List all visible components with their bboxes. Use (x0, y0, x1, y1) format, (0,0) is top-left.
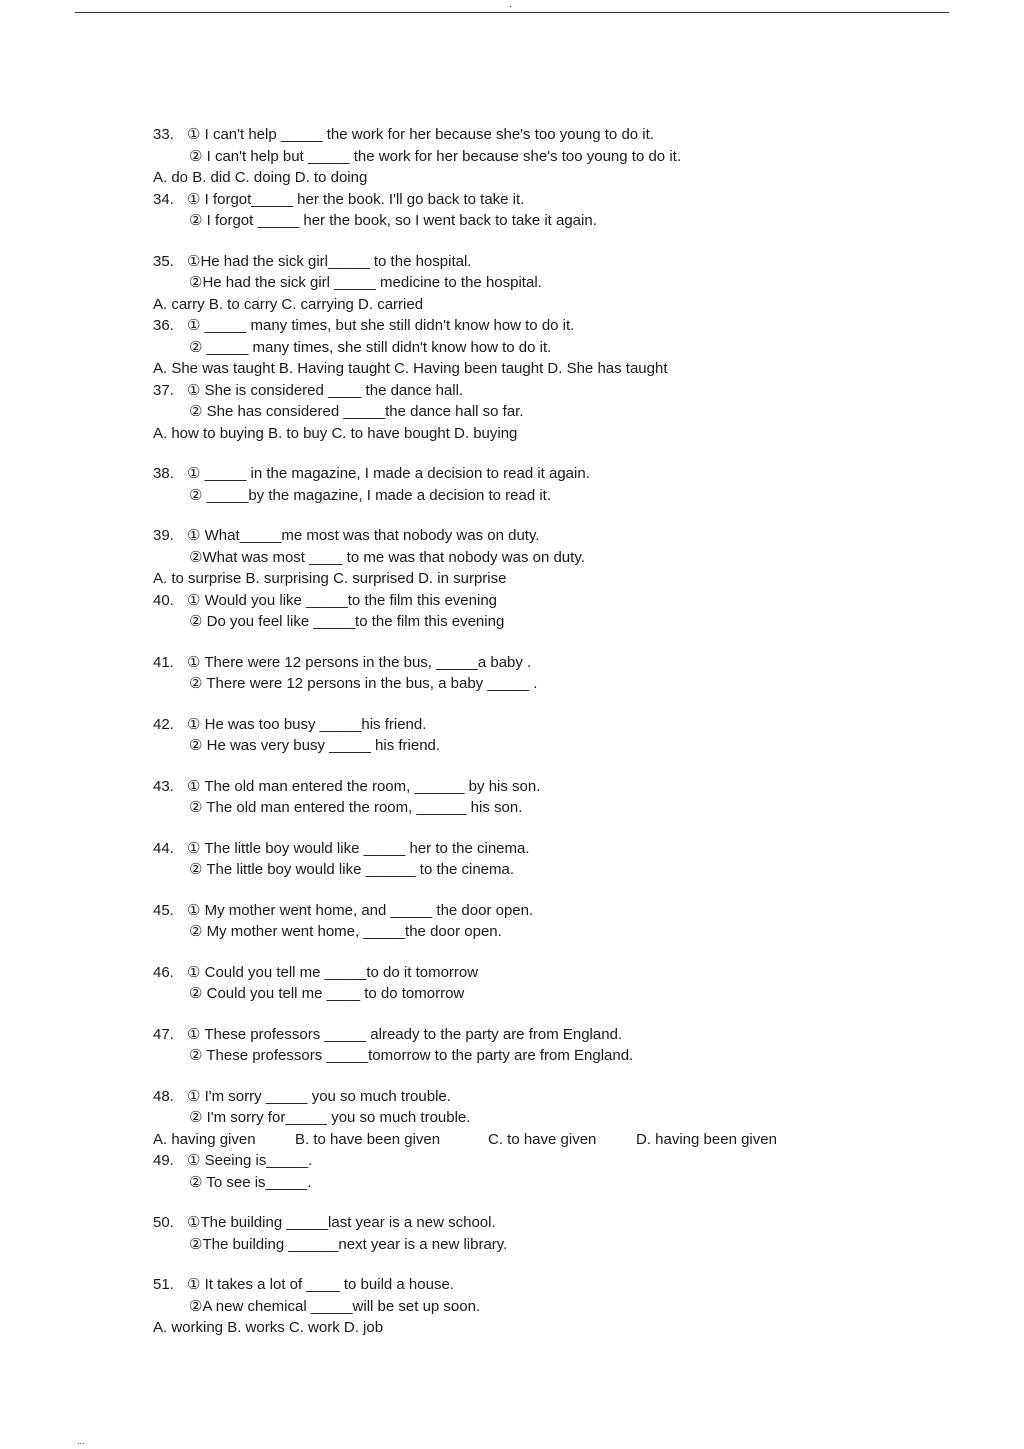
question-line-1: ① Could you tell me _____to do it tomorrow (187, 963, 479, 981)
question-line-1: ① The little boy would like _____ her to the cinema. (187, 839, 530, 857)
question-34 (153, 189, 953, 232)
question-number: 49. (153, 1152, 174, 1169)
question-line-1: ① I can't help _____ the work for her because she's too young to do it. (187, 126, 654, 143)
question-line-2: ② The old man entered the room, ______ his son. (189, 799, 523, 816)
question-line-1: ①He had the sick girl_____ to the hospital. (187, 252, 472, 270)
question-line-2: ② _____ many times, she still didn't know how to do it. (189, 338, 552, 356)
question-line-2: ② Could you tell me ____ to do tomorrow (189, 985, 465, 1002)
question-line-1: ① These professors _____ already to the party are from England. (187, 1025, 623, 1043)
question-number: 44. (153, 839, 174, 857)
question-line-2: ② I'm sorry for_____ you so much trouble. (189, 1109, 471, 1126)
question-line-2: ② There were 12 persons in the bus, a baby _____ . (189, 675, 538, 692)
option-c: C. to have given (488, 1130, 597, 1148)
question-number: 36. (153, 317, 174, 334)
option-d: D. having been given (636, 1130, 777, 1148)
question-line-1: ① Would you like _____to the film this evening (187, 591, 498, 609)
question-number: 50. (153, 1214, 174, 1231)
header-rule (75, 12, 949, 13)
question-42 (153, 714, 953, 757)
question-50 (153, 1212, 953, 1255)
question-45 (153, 900, 953, 943)
question-line-2: ② My mother went home, _____the door open. (189, 923, 502, 940)
question-line-2: ② He was very busy _____ his friend. (189, 737, 441, 754)
question-number: 33. (153, 126, 174, 143)
question-41 (153, 652, 953, 695)
answer-options: A. She was taught B. Having taught C. Having been taught D. She has taught (153, 360, 668, 377)
question-number: 34. (153, 190, 174, 208)
question-line-2: ② _____by the magazine, I made a decision to read it. (189, 486, 551, 504)
question-number: 42. (153, 715, 174, 733)
question-46 (153, 962, 953, 1005)
header-mark: . (509, 0, 512, 10)
question-line-1: ①The building _____last year is a new school. (187, 1214, 496, 1231)
question-number: 46. (153, 963, 174, 981)
question-line-1: ① I'm sorry _____ you so much trouble. (187, 1087, 451, 1105)
question-51 (153, 1274, 953, 1339)
option-a: A. having given (153, 1130, 256, 1148)
question-48 (153, 1086, 953, 1151)
question-number: 43. (153, 777, 174, 795)
question-line-2: ② She has considered _____the dance hall so far. (189, 403, 524, 420)
question-number: 51. (153, 1276, 174, 1293)
question-line-1: ① It takes a lot of ____ to build a house. (187, 1276, 454, 1293)
question-33 (153, 124, 953, 189)
question-line-1: ① Seeing is_____. (187, 1152, 313, 1169)
footer-mark: ... (77, 1436, 85, 1446)
question-number: 47. (153, 1025, 174, 1043)
question-list (153, 124, 953, 1339)
question-line-2: ②He had the sick girl _____ medicine to the hospital. (189, 274, 542, 291)
question-38 (153, 463, 953, 506)
question-line-2: ② To see is_____. (189, 1173, 312, 1191)
option-b: B. to have been given (295, 1130, 441, 1148)
question-number: 48. (153, 1087, 174, 1105)
answer-options: A. carry B. to carry C. carrying D. carried (153, 295, 424, 313)
question-number: 41. (153, 653, 174, 671)
answer-options: A. how to buying B. to buy C. to have bought D. buying (153, 424, 518, 442)
question-line-1: ① What_____me most was that nobody was on duty. (187, 527, 540, 544)
question-35 (153, 251, 953, 316)
answer-options (153, 1129, 953, 1151)
answer-options: A. working B. works C. work D. job (153, 1319, 384, 1336)
question-line-1: ① _____ in the magazine, I made a decision to read it again. (187, 465, 590, 482)
question-line-2: ②The building ______next year is a new library. (189, 1235, 508, 1253)
question-line-2: ② The little boy would like ______ to the cinema. (189, 861, 515, 878)
question-number: 38. (153, 465, 174, 482)
question-number: 39. (153, 527, 174, 544)
question-40 (153, 590, 953, 633)
question-line-2: ② I forgot _____ her the book, so I went back to take it again. (189, 212, 597, 229)
question-line-1: ① He was too busy _____his friend. (187, 715, 427, 733)
question-43 (153, 776, 953, 819)
question-number: 45. (153, 901, 174, 919)
question-line-1: ① My mother went home, and _____ the door open. (187, 901, 534, 919)
question-number: 40. (153, 591, 174, 609)
question-line-2: ②What was most ____ to me was that nobody was on duty. (189, 548, 585, 566)
question-49 (153, 1150, 953, 1193)
question-line-1: ① She is considered ____ the dance hall. (187, 381, 464, 399)
question-line-1: ① _____ many times, but she still didn't know how to do it. (187, 317, 575, 334)
answer-options: A. to surprise B. surprising C. surprised D. in surprise (153, 570, 507, 587)
question-number: 35. (153, 252, 174, 270)
question-line-2: ② Do you feel like _____to the film this evening (189, 613, 505, 630)
question-line-2: ② I can't help but _____ the work for her because she's too young to do it. (189, 147, 681, 165)
question-37 (153, 380, 953, 445)
question-line-1: ① I forgot_____ her the book. I'll go back to take it. (187, 190, 525, 208)
question-47 (153, 1024, 953, 1067)
question-44 (153, 838, 953, 881)
question-39 (153, 525, 953, 590)
question-36 (153, 315, 953, 380)
question-line-2: ② These professors _____tomorrow to the party are from England. (189, 1047, 634, 1064)
question-line-2: ②A new chemical _____will be set up soon. (189, 1297, 481, 1315)
question-line-1: ① There were 12 persons in the bus, _____a baby . (187, 653, 532, 671)
question-number: 37. (153, 381, 174, 399)
question-line-1: ① The old man entered the room, ______ by his son. (187, 777, 541, 795)
answer-options: A. do B. did C. doing D. to doing (153, 169, 368, 186)
